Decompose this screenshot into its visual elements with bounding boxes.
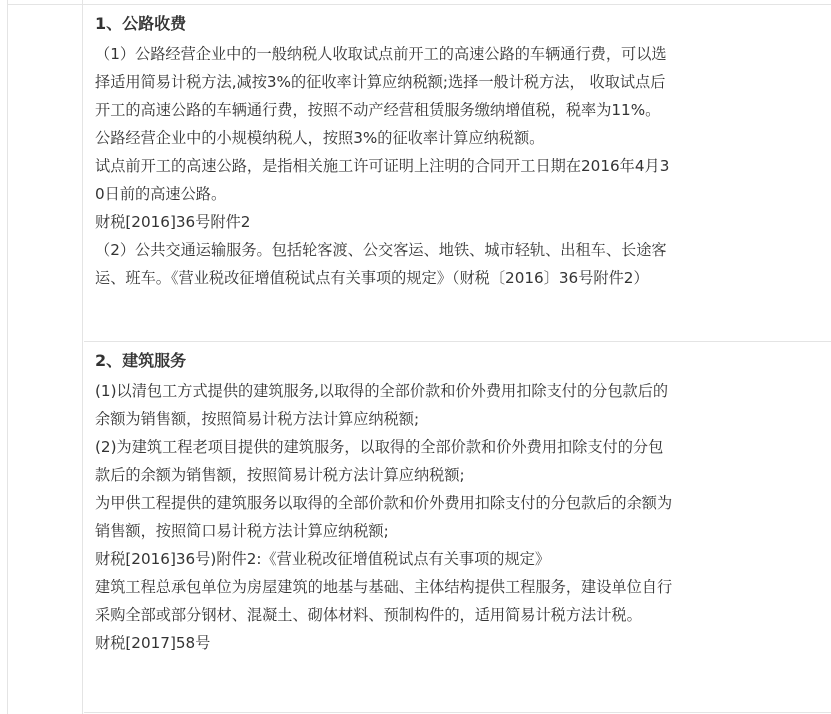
row-divider xyxy=(84,341,831,342)
paragraph-line: (2)为建筑工程老项目提供的建筑服务，以取得的全部价款和价外费用扣除支付的分包 xyxy=(95,438,664,456)
paragraph-line: (1)以清包工方式提供的建筑服务,以取得的全部价款和价外费用扣除支付的分包款后的 xyxy=(95,382,669,400)
section-heading: 2、建筑服务 xyxy=(95,351,187,370)
section-construction-services xyxy=(84,343,831,714)
paragraph-line: 择适用简易计税方法,减按3%的征收率计算应纳税额;选择一般计税方法， 收取试点后 xyxy=(95,73,666,91)
section-heading: 1、公路收费 xyxy=(95,14,187,33)
paragraph-line: 采购全部或部分钢材、混凝土、砌体材料、预制构件的，适用简易计税方法计税。 xyxy=(95,606,642,624)
paragraph-line: 款后的余额为销售额，按照简易计税方法计算应纳税额; xyxy=(95,466,465,484)
paragraph-line: 开工的高速公路的车辆通行费，按照不动产经营租赁服务缴纳增值税，税率为11%。 xyxy=(95,101,661,119)
paragraph-line: 试点前开工的高速公路，是指相关施工许可证明上注明的合同开工日期在2016年4月3 xyxy=(95,157,670,175)
table-left-column xyxy=(7,0,83,714)
paragraph-line: 销售额，按照简口易计税方法计算应纳税额; xyxy=(95,522,389,540)
table-bottom-border xyxy=(84,712,831,713)
paragraph-line: 余额为销售额，按照简易计税方法计算应纳税额; xyxy=(95,410,420,428)
paragraph-line: 财税[2017]58号 xyxy=(95,634,211,652)
paragraph-line: 运、班车。《营业税改征增值税试点有关事项的规定》（财税〔2016〕36号附件2） xyxy=(95,269,649,287)
section-highway-tolls xyxy=(84,6,831,341)
paragraph-line: （2）公共交通运输服务。包括轮客渡、公交客运、地铁、城市轻轨、出租车、长途客 xyxy=(95,241,667,259)
paragraph-line: 公路经营企业中的小规模纳税人，按照3%的征收率计算应纳税额。 xyxy=(95,129,545,147)
paragraph-line: （1）公路经营企业中的一般纳税人收取试点前开工的高速公路的车辆通行费，可以选 xyxy=(95,45,667,63)
paragraph-line: 0日前的高速公路。 xyxy=(95,185,227,203)
paragraph-line: 财税[2016]36号)附件2:《营业税改征增值税试点有关事项的规定》 xyxy=(95,550,551,568)
table-top-border xyxy=(7,4,831,5)
paragraph-line: 财税[2016]36号附件2 xyxy=(95,213,251,231)
paragraph-line: 建筑工程总承包单位为房屋建筑的地基与基础、主体结构提供工程服务，建设单位自行 xyxy=(95,578,673,596)
paragraph-line: 为甲供工程提供的建筑服务以取得的全部价款和价外费用扣除支付的分包款后的余额为 xyxy=(95,494,673,512)
